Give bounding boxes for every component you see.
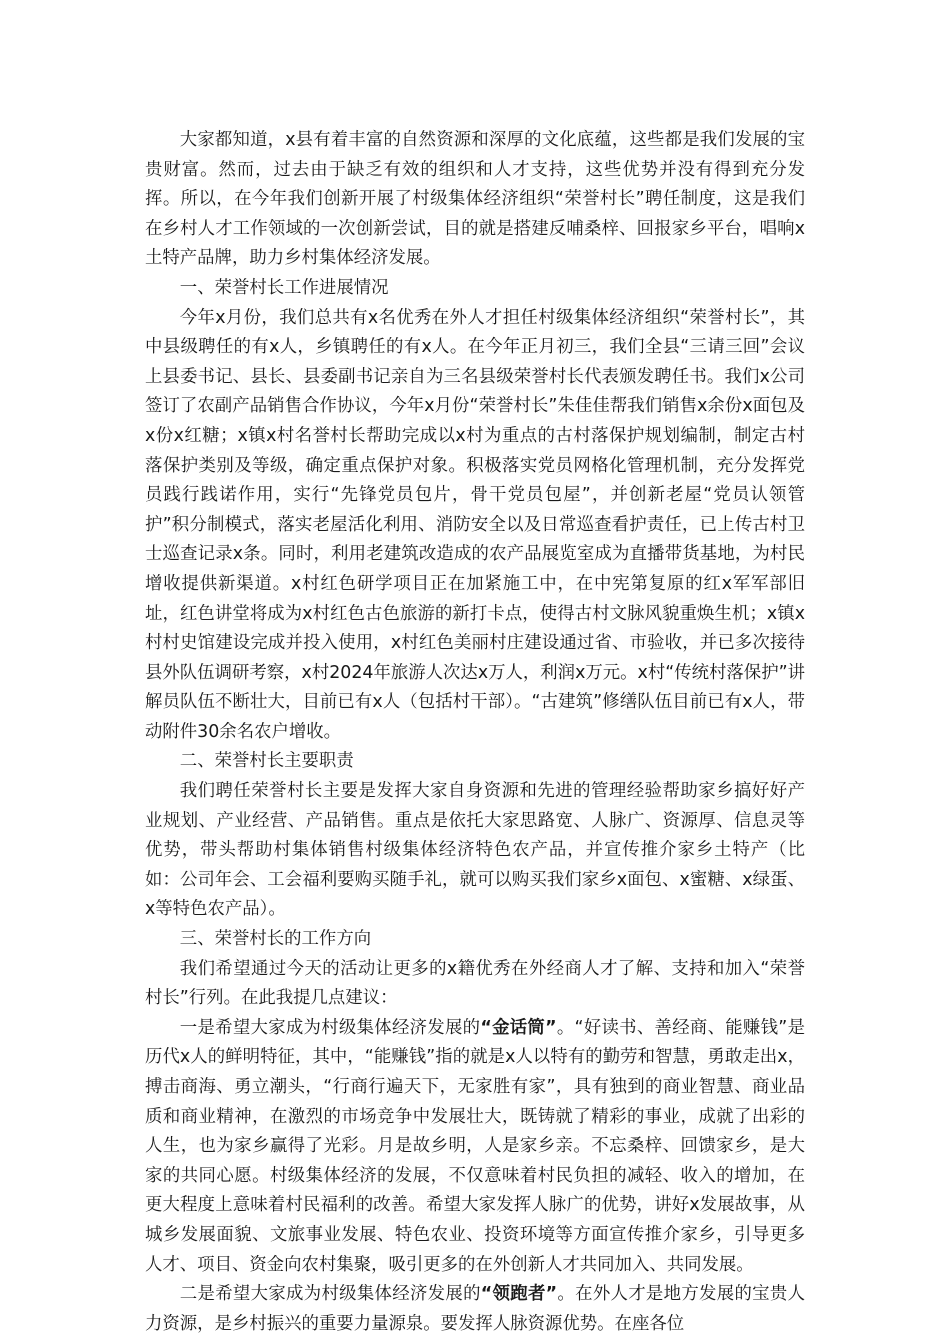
section-heading-progress: 一、荣誉村长工作进展情况 [179,277,389,298]
direction-intro-paragraph: 我们希望通过今天的活动让更多的x籍优秀在外经商人才了解、支持和加入“荣誉村长”行列。在此我提几点建议： [145,958,805,1009]
duties-paragraph: 我们聘任荣誉村长主要是发挥大家自身资源和先进的管理经验帮助家乡搞好好产业规划、产业经营、产品销售。重点是依托大家思路宽、人脉广、资源厚、信息灵等优势，带头帮助村集体销售村级集体经济特色农产品，并宣传推介家乡土特产（比如：公司年会、工会福利要购买随手礼，就可以购买我们家乡x面包、x蜜糖、x绿蛋、x等特色农产品）。 [145,781,805,920]
section-heading-direction: 三、荣誉村长的工作方向 [179,929,372,950]
suggestion-two-keyword: “领跑者” [480,1284,558,1305]
suggestion-one-body: 。“好读书、善经商、能赚钱”是历代x人的鲜明特征，其中，“能赚钱”指的就是x人以特有的勤劳和智慧，勇敢走出x，搏击商海、勇立潮头，“行商行遍天下，无家胜有家”，具有独到的商业智慧、商业品质和商业精神，在激烈的市场竞争中发展壮大，既铸就了精彩的事业，成就了出彩的人生，也为家乡赢得了光彩。月是故乡明，人是家乡亲。不忘桑梓、回馈家乡，是大家的共同心愿。村级集体经济的发展，不仅意味着村民负担的减轻、收入的增加，在更大程度上意味着村民福利的改善。希望大家发挥人脉广的优势，讲好x发展故事，从城乡发展面貌、文旅事业发展、特色农业、投资环境等方面宣传推介家乡，引导更多人才、项目、资金向农村集聚，吸引更多的在外创新人才共同加入、共同发展。 [145,1017,805,1275]
section-heading-duties: 二、荣誉村长主要职责 [179,751,354,772]
intro-paragraph: 大家都知道，x县有着丰富的自然资源和深厚的文化底蕴，这些都是我们发展的宝贵财富。然而，过去由于缺乏有效的组织和人才支持，这些优势并没有得到充分发挥。所以，在今年我们创新开展了村级集体经济组织“荣誉村长”聘任制度，这是我们在乡村人才工作领域的一次创新尝试，目的就是搭建反哺桑梓、回报家乡平台，唱响x土特产品牌，助力乡村集体经济发展。 [145,130,805,269]
suggestion-one-paragraph [145,1014,805,1280]
suggestion-two-body: 。在外人才是地方发展的宝贵人力资源，是乡村振兴的重要力量源泉。要发挥人脉资源优势。在座各位 [145,1284,805,1334]
progress-paragraph: 今年x月份，我们总共有x名优秀在外人才担任村级集体经济组织“荣誉村长”，其中县级聘任的有x人，乡镇聘任的有x人。在今年正月初三，我们全县“三请三回”会议上县委书记、县长、县委副书记亲自为三名县级荣誉村长代表颁发聘任书。我们x公司签订了农副产品销售合作协议，今年x月份“荣誉村长”朱佳佳帮我们销售x余份x面包及x份x红糖；x镇x村名誉村长帮助完成以x村为重点的古村落保护规划编制，制定古村落保护类别及等级，确定重点保护对象。积极落实党员网格化管理机制，充分发挥党员践行践诺作用，实行“先锋党员包片，骨干党员包屋”，并创新老屋“党员认领管护”积分制模式，落实老屋活化利用、消防安全以及日常巡查看护责任，已上传古村卫士巡查记录x条。同时，利用老建筑改造成的农产品展览室成为直播带货基地，为村民增收提供新渠道。x村红色研学项目正在加紧施工中，在中宪第复原的红x军军部旧址，红色讲堂将成为x村红色古色旅游的新打卡点，使得古村文脉风貌重焕生机；x镇x村村史馆建设完成并投入使用，x村红色美丽村庄建设通过省、市验收，并已多次接待县外队伍调研考察，x村2024年旅游人次达x万人，利润x万元。x村“传统村落保护”讲解员队伍不断壮大，目前已有x人（包括村干部）。“古建筑”修缮队伍目前已有x人，带动附件30余名农户增收。 [145,307,805,742]
suggestion-two-lead: 二是希望大家成为村级集体经济发展的 [179,1284,481,1305]
document-page [145,126,805,1339]
suggestion-two-paragraph [145,1280,805,1339]
suggestion-one-lead: 一是希望大家成为村级集体经济发展的 [179,1017,481,1038]
suggestion-one-keyword: “金话筒” [480,1017,557,1038]
